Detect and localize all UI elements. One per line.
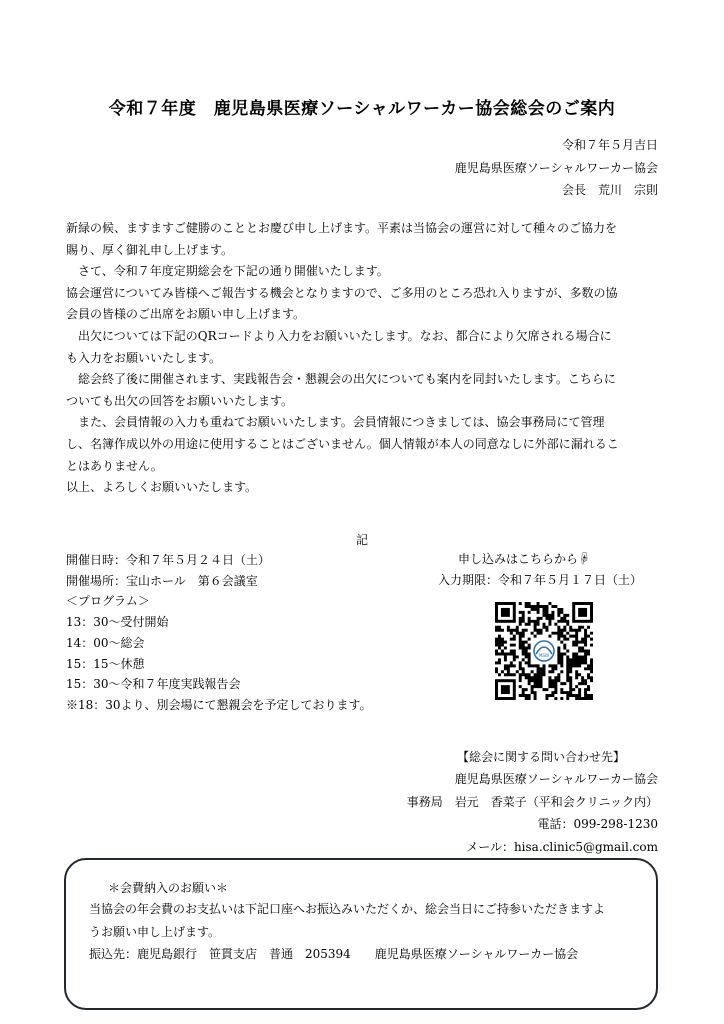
contact-email[interactable]: メール：hisa.clinic5@gmail.com [466,840,658,854]
contact-organization: 鹿児島県医療ソーシャルワーカー協会 [454,772,658,786]
program-item: 15：15～休憩 [66,656,145,671]
body-line: 会員の皆様のご出席をお願い申し上げます。 [66,307,306,322]
fee-line: うお願い申し上げます。 [89,924,221,939]
party-note: ※18：30より、別会場にて懇親会を予定しております。 [66,697,372,712]
contact-office: 事務局 岩元 香菜子（平和会クリニック内） [406,795,658,809]
program-item: 14：00～総会 [66,635,145,650]
bank-account: 振込先：鹿児島銀行 笹貫支店 普通 205394 鹿児島県医療ソーシャルワーカー協会 [89,947,579,961]
event-details [66,550,372,716]
qr-center-logo [534,641,554,661]
qr-finder-pattern [495,602,516,623]
body-line: 総会終了後に開催されます、実践報告会・懇親会の出欠についても案内を同封いたします。こちらに [66,372,616,387]
body-line: さて、令和７年度定期総会を下記の通り開催いたします。 [66,264,389,279]
body-line: も入力をお願いいたします。 [66,350,222,365]
body-line: し、名簿作成以外の用途に使用することはございません。個人情報が本人の同意なしに外部に漏れるこ [66,436,619,451]
sender-president: 会長 荒川 宗則 [561,183,658,197]
deadline-label: 入力期限：令和７年５月１７日（土） [438,573,643,587]
page-title: 令和７年度 鹿児島県医療ソーシャルワーカー協会総会のご案内 [108,99,616,119]
qr-code-icon[interactable] [495,602,593,700]
fee-line: 当協会の年会費のお支払いは下記口座へお振込みいただくか、総会当日にご持参いただきますよ [89,902,606,916]
ki-heading: 記 [355,533,368,547]
body-line: 賜り、厚く御礼申し上げます。 [66,242,234,257]
contact-heading: 【総会に関する問い合わせ先】 [456,750,625,764]
qr-finder-pattern [572,602,593,623]
program-item: 15：30～令和７年度実践報告会 [66,677,241,692]
body-line: 以上、よろしくお願いいたします。 [66,480,258,495]
qr-logo-text: MSW [539,653,549,658]
issue-date: 令和７年５月吉日 [561,138,658,152]
apply-label: 申し込みはこちらから☟ [458,552,591,566]
event-date: 開催日時：令和７年５月２４日（土） [66,553,271,567]
letter-body [66,218,666,499]
body-line: また、会員情報の入力も重ねてお願いいたします。会員情報につきましては、協会事務局にて管理 [66,415,605,430]
body-line: 新緑の候、ますますご健勝のこととお慶び申し上げます。平素は当協会の運営に対して種々のご協力を [66,221,618,235]
program-item: 13：30～受付開始 [66,615,169,630]
body-line: 協会運営についてみ皆様へご報告する機会となりますので、ご多用のところ恐れ入りますが、多数の協 [66,285,618,300]
event-venue: 開催場所：宝山ホール 第６会議室 [66,573,258,588]
program-heading: ＜プログラム＞ [66,594,150,609]
body-line: とはありません。 [66,458,163,473]
fee-notice-title: ＊会費納入のお願い＊ [108,881,229,895]
sender-organization: 鹿児島県医療ソーシャルワーカー協会 [454,161,658,175]
contact-phone: 電話：099-298-1230 [537,817,658,831]
qr-finder-pattern [495,679,516,700]
body-line: ついても出欠の回答をお願いいたします。 [66,393,294,408]
fee-notice-text [89,898,605,966]
body-line: 出欠については下記のQRコードより入力をお願いいたします。なお、都合により欠席される場合に [66,328,612,343]
